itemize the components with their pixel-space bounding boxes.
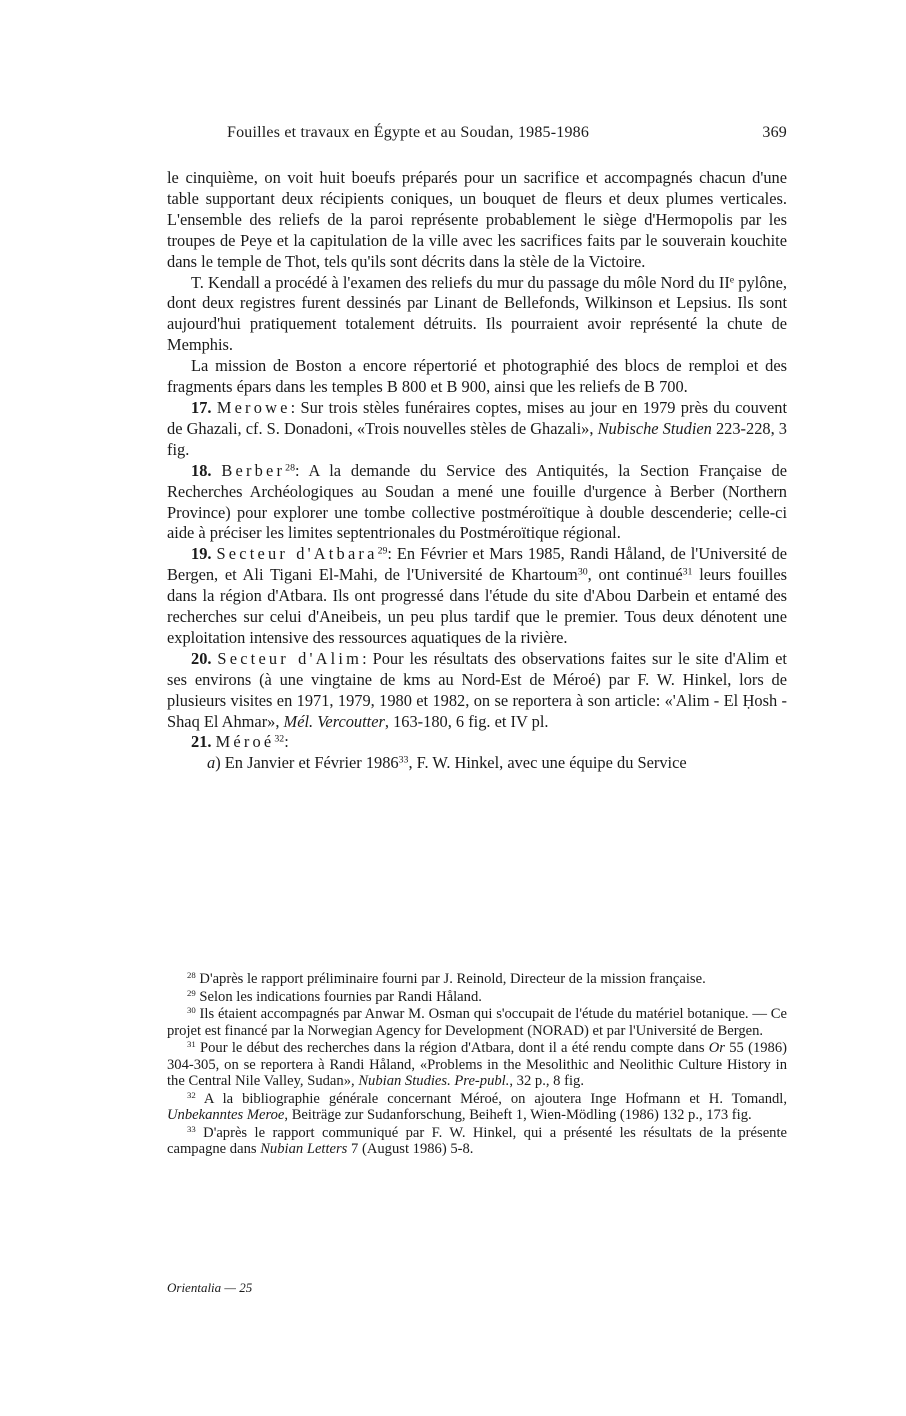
paragraph-continuation: le cinquième, on voit huit boeufs préparés pour un sacrifice et accompagnés chacun d'une table supportant deux récipients coniques, un bouquet de fleurs et deux plumes verticales. L'ensemble des reliefs de la paroi représente probablement le siège d'Hermopolis par les troupes de Peye et la capitulation de la ville avec les sacrifices faits par le souverain kouchite dans le temple de Thot, tels qu'ils sont décrits dans la stèle de la Victoire. [167,168,787,271]
paragraph-kendall: T. Kendall a procédé à l'examen des reliefs du mur du passage du môle Nord du IIe pylône, dont deux registres furent dessinés par Linant de Bellefonds, Wilkinson et Lepsius. Ils sont aujourd'hui pratiquement totalement détruits. Ils pourraient avoir représenté la chute de Memphis. [167,272,787,355]
section-17-merowe: 17. Merowe: Sur trois stèles funéraires coptes, mises au jour en 1979 près du couvent de Ghazali, cf. S. Donadoni, «Trois nouvelles stèles de Ghazali», Nubische Studien 223-228, 3 fig. [167,397,787,459]
footnote-ref: 28 [285,462,295,474]
section-number: 17. [191,397,212,417]
paragraph-boston-mission: La mission de Boston a encore répertorié et photographié des blocs de remploi et des fragments épars dans les temples B 800 et B 900, ainsi que les reliefs de B 700. [167,356,787,397]
section-20-alim: 20. Secteur d'Alim: Pour les résultats des observations faites sur le site d'Alim et ses environs (à une vingtaine de kms au Nord-Est de Méroé) par F. W. Hinkel, lors de plusieurs visites en 1971, 1979, 1980 et 1982, on se reportera à son article: «'Alim - El Ḥosh - Shaq El Ahmar», Mél. Vercoutter, 163-180, 6 fig. et IV pl. [167,648,787,731]
footnote-ref: 32 [274,734,285,746]
footnote-32: $^{32}$ A la bibliographie générale concernant Méroé, on ajoutera Inge Hofmann et H. Tomandl, Unbekanntes Meroe, Beiträge zur Sudanforschung, Beiheft 1, Wien-Mödling (1986) 132 p., 173 fig. [167,1089,787,1123]
running-header [167,124,787,148]
footnote-31: $^{31}$ Pour le début des recherches dans la région d'Atbara, dont il a été rendu compte dans Or 55 (1986) 304-305, on se reportera à Randi Håland, «Problems in the Mesolithic and Neolithic Culture History in the Central Nile Valley, Sudan», Nubian Studies. Pre-publ., 32 p., 8 fig. [167,1039,787,1089]
running-title: Fouilles et travaux en Égypte et au Soudan, 1985-1986 [227,124,590,141]
main-text [167,168,787,774]
footnote-ref: 29 [377,545,388,557]
section-number: 19. [191,544,212,564]
section-21a: a) En Janvier et Février 1986$^{33}$, F. W. Hinkel, avec une équipe du Service [207,753,687,773]
section-heading: Secteur d'Alim [217,648,363,668]
section-18-berber: 18. Berber$^{28}$: A la demande du Service des Antiquités, la Section Française de Recherches Archéologiques au Soudan a mené une fouille d'urgence à Berber (Northern Province) pour explorer une tombe collective postméroïtique à double descenderie; celle-ci aide à préciser les limites septentrionales du Postméroïtique régional. [167,460,788,543]
footnote-ref: 33 [398,754,409,766]
footnote-33: $^{33}$ D'après le rapport communiqué par F. W. Hinkel, qui a présenté les résultats de la présente campagne dans Nubian Letters 7 (August 1986) 5-8. [167,1123,787,1157]
footnote-30: $^{30}$ Ils étaient accompagnés par Anwar M. Osman qui s'occupait de l'étude du matériel botanique. — Ce projet est financé par la Norwegian Agency for Development (NORAD) et par l'Université de Bergen. [167,1005,787,1039]
footnotes [167,971,787,1158]
section-number: 18. [191,460,212,480]
footnote-28: $^{28}$ D'après le rapport préliminaire fourni par J. Reinold, Directeur de la mission française. [187,970,706,987]
signature-mark: Orientalia — 25 [167,1280,253,1295]
section-number: 21. [191,732,212,752]
footnote-29: $^{29}$ Selon les indications fournies par Randi Håland. [187,987,482,1005]
footnote-ref: 31 [682,566,693,578]
section-21-meroe: 21. Méroé$^{32}$: [191,732,289,752]
section-heading: Berber [221,460,286,480]
footnote-ref: 30 [577,566,588,578]
section-heading: Méroé [215,732,275,752]
section-number: 20. [191,648,212,668]
section-heading: Secteur d'Atbara [216,544,378,564]
section-heading: Merowe [216,397,291,417]
section-19-atbara: 19. Secteur d'Atbara$^{29}$: En Février et Mars 1985, Randi Håland, de l'Université de Bergen, et Ali Tigani El-Mahi, de l'Université de Khartoum$^{30}$, ont continué$^{31}$ leurs fouilles dans la région d'Atbara. Ils ont progressé dans l'étude du site d'Abou Darbein et entamé des recherches sur celui d'Aneibeis, un peu plus tardif que le premier. Tous deux dénotent une exploitation intensive des ressources aquatiques de la rivière. [167,544,787,647]
page-number: 369 [762,124,787,141]
